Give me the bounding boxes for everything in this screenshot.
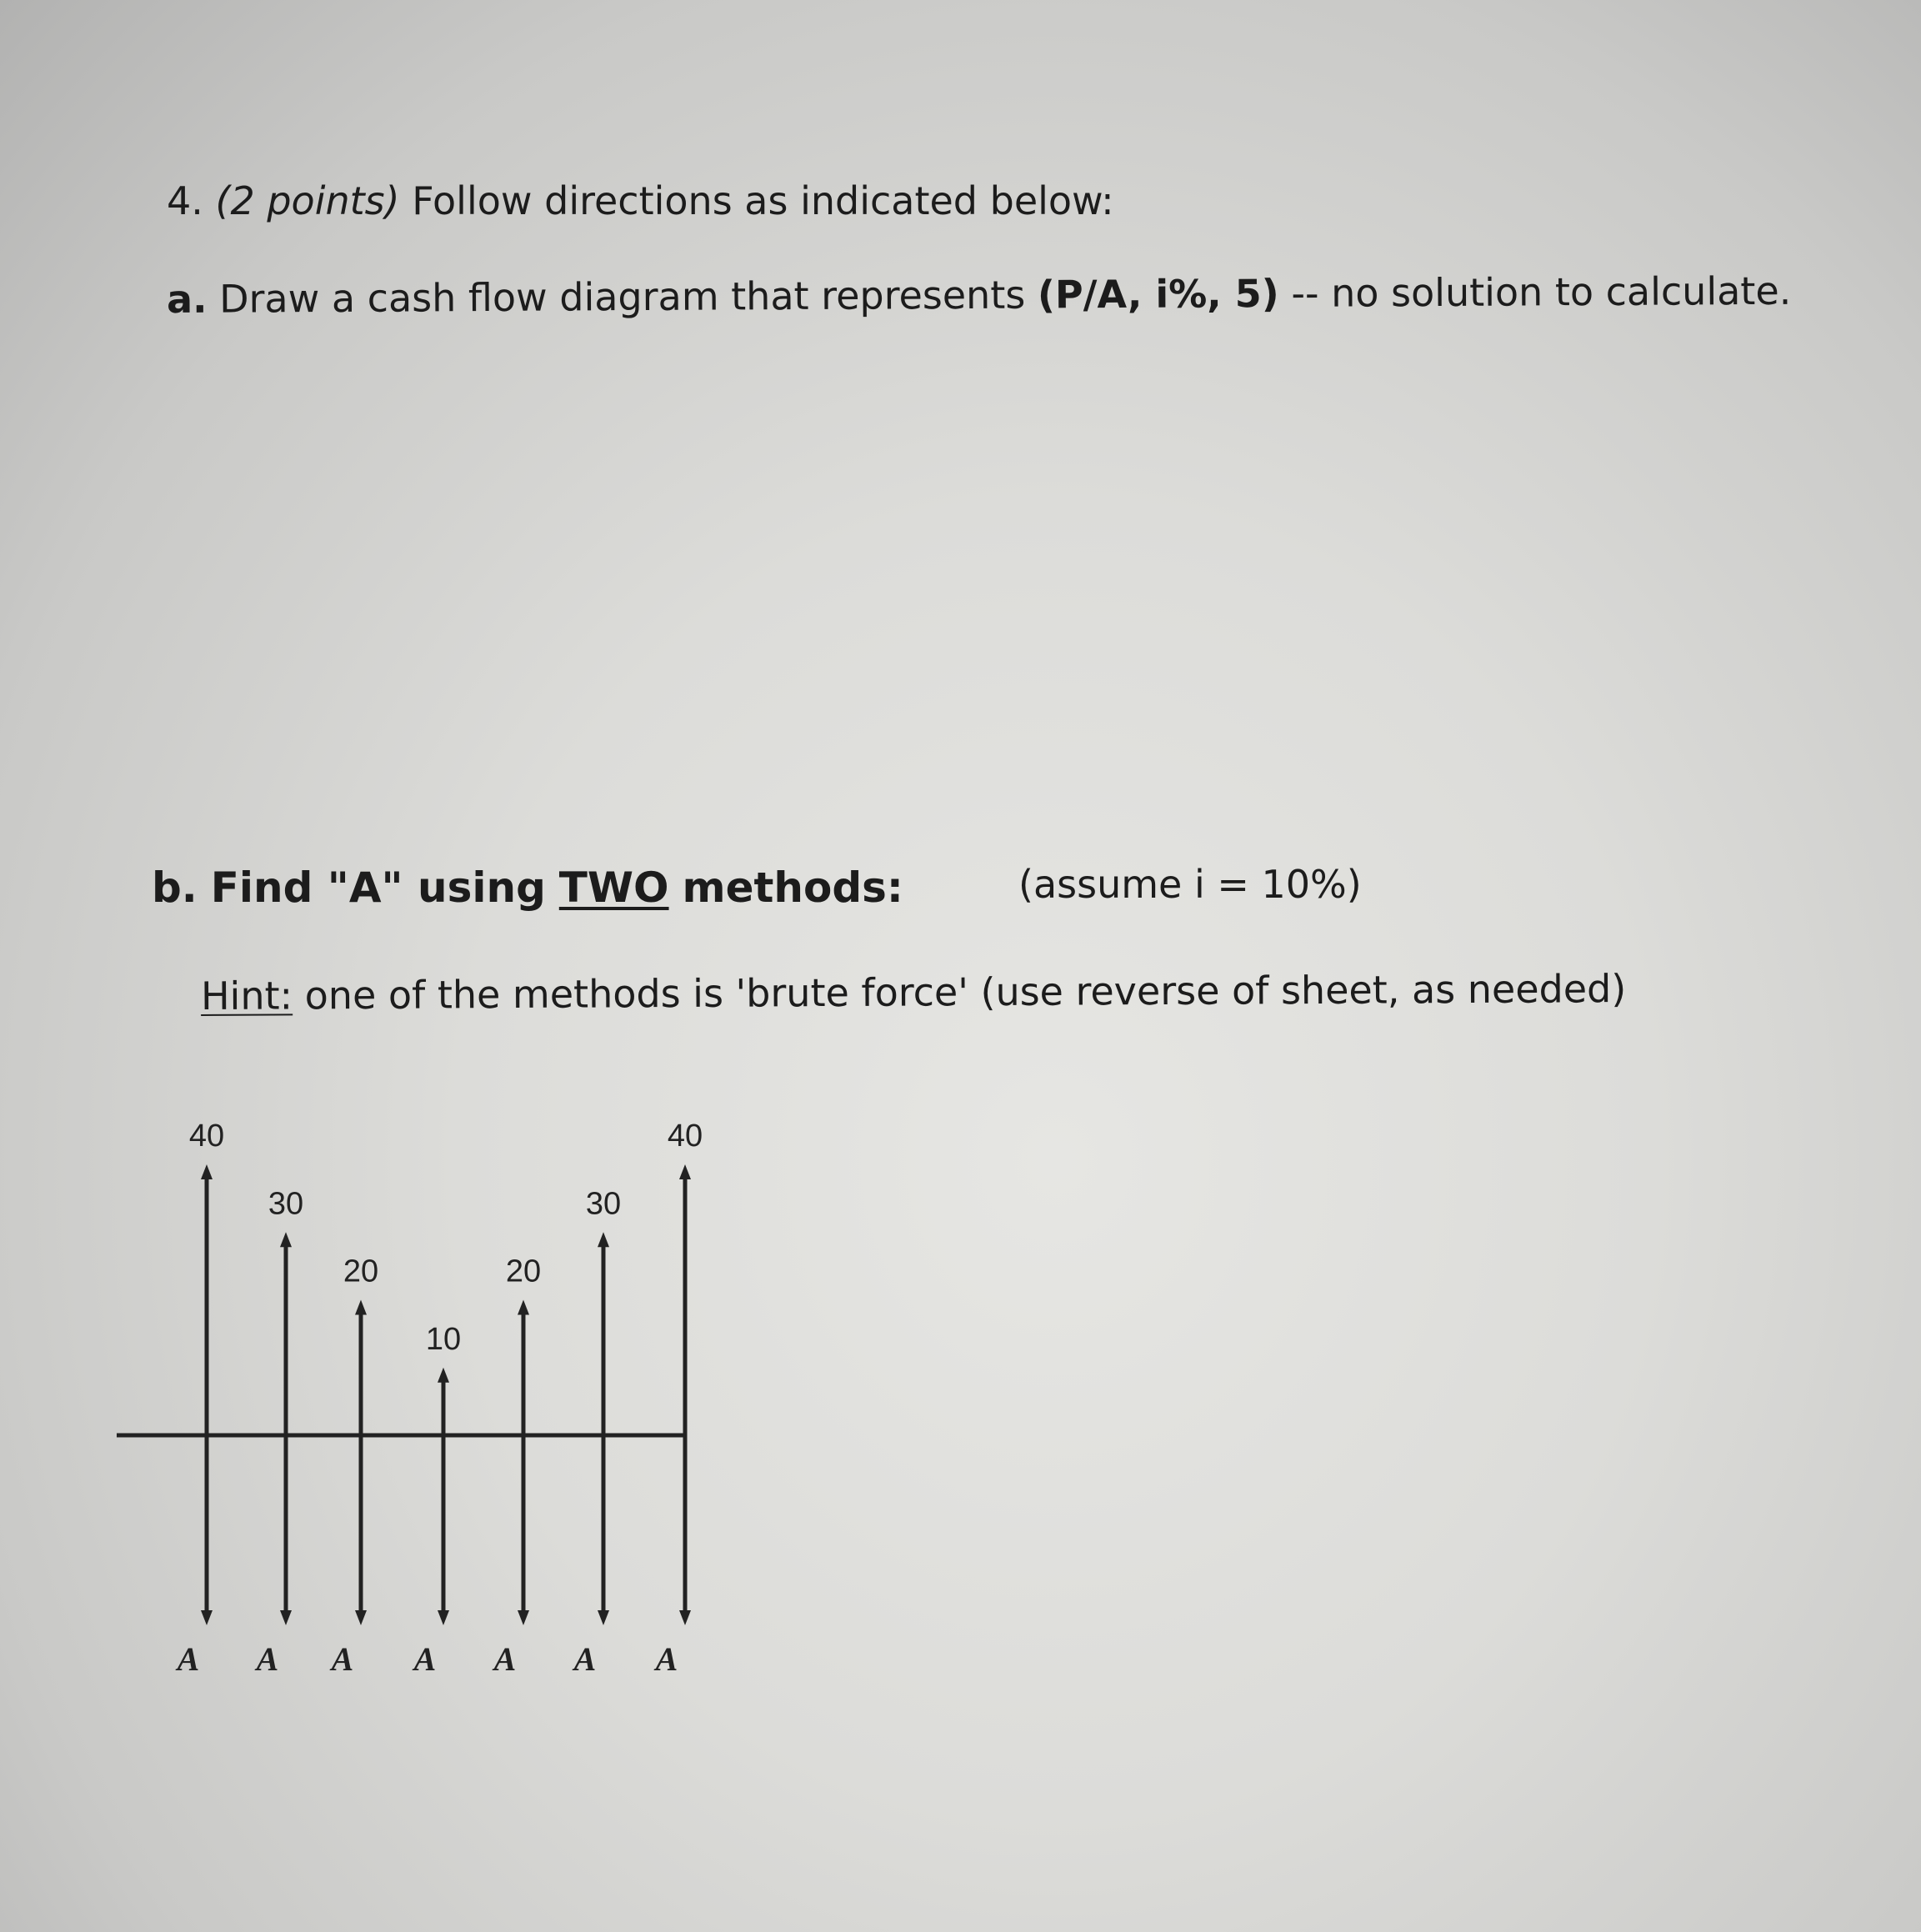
outflow-label: A xyxy=(177,1640,200,1678)
question-number: 4. xyxy=(167,178,203,223)
part-a-label: a. xyxy=(166,276,208,322)
hint-label: Hint: xyxy=(200,973,293,1019)
inflow-label: 30 xyxy=(585,1186,622,1222)
outflow-label: A xyxy=(573,1640,597,1678)
down-arrowhead-icon xyxy=(438,1610,449,1625)
up-arrowhead-icon xyxy=(598,1232,609,1247)
down-arrowhead-icon xyxy=(598,1610,609,1625)
up-arrowhead-icon xyxy=(280,1232,292,1247)
part-a-note: -- no solution to calculate. xyxy=(1291,268,1792,316)
inflow-label: 20 xyxy=(505,1254,542,1289)
part-b-emphasis: TWO xyxy=(558,863,669,912)
up-arrowhead-icon xyxy=(355,1300,367,1315)
outflow-label: A xyxy=(655,1640,678,1678)
part-b-label: b. xyxy=(152,863,198,912)
down-arrowhead-icon xyxy=(518,1610,529,1625)
down-arrowhead-icon xyxy=(679,1610,691,1625)
up-arrowhead-icon xyxy=(438,1368,449,1383)
outflow-label: A xyxy=(331,1640,354,1678)
up-arrowhead-icon xyxy=(518,1300,529,1315)
outflow-label: A xyxy=(493,1640,517,1678)
outflow-label: A xyxy=(413,1640,437,1678)
part-b-methods: methods: xyxy=(682,863,903,912)
part-a-text: Draw a cash flow diagram that represents xyxy=(218,272,1026,322)
inflow-label: 40 xyxy=(188,1119,225,1154)
part-b-assumption: (assume i = 10%) xyxy=(1018,862,1362,907)
inflow-label: 40 xyxy=(667,1119,703,1154)
question-instruction: Follow directions as indicated below: xyxy=(412,178,1114,223)
inflow-label: 30 xyxy=(268,1186,304,1222)
inflow-label: 20 xyxy=(343,1254,379,1289)
part-a-factor: (P/A, i%, 5) xyxy=(1037,271,1279,318)
hint-text: one of the methods is 'brute force' (use reverse of sheet, as needed) xyxy=(304,966,1627,1019)
up-arrowhead-icon xyxy=(679,1164,691,1179)
part-b-text: Find "A" using xyxy=(210,863,546,912)
inflow-label: 10 xyxy=(425,1321,462,1357)
down-arrowhead-icon xyxy=(355,1610,367,1625)
down-arrowhead-icon xyxy=(280,1610,292,1625)
up-arrowhead-icon xyxy=(201,1164,213,1179)
question-points: (2 points) xyxy=(215,178,400,223)
down-arrowhead-icon xyxy=(201,1610,213,1625)
outflow-label: A xyxy=(256,1640,279,1678)
